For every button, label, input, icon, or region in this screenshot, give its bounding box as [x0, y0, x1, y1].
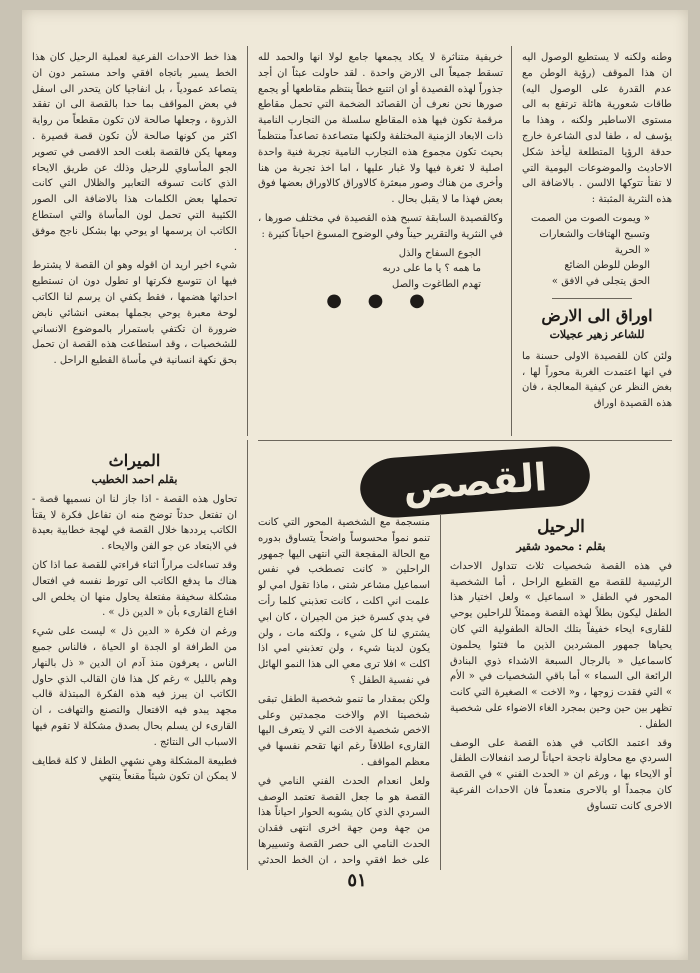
column-divider [440, 515, 441, 870]
article-mirath [32, 450, 237, 870]
article-title: الرحيل [537, 517, 585, 537]
article-byline: للشاعر زهير عجيلات [549, 328, 645, 341]
poem-line: الوطن للوطن الضائع [564, 260, 650, 272]
article-body: شيء اخير اريد ان اقوله وهو ان القصة لا يشترط فيها ان تتوسع فكرتها او تطول دون ان تستطيع احداثها هضمها ، فقط يكفي ان يرسم لنا الكاتب لوحة معبرة يوحي بجملها بمعنى انشائي نابض ضرورة ان تكتفي باستمرار بالموضوع الانساني للشخصيات ، وقد استطاعت هذه القصة ان تحمل بحق نكهة انسانية في مأساة القطيع الراحل . [32, 260, 237, 367]
separator-dots: ● ● ● [326, 289, 435, 311]
section-divider [258, 440, 672, 441]
divider [552, 298, 632, 299]
article-body: خريفية متناثرة لا يكاد يجمعها جامع لولا انها والحمد لله تسقط جميعاً الى الارض واحدة . لقد حاولت عبثاً ان أجد جذوراً لهذه القصيدة أو ان اتتبع خطاً ينتظم مقاطعها أو يجمع صورها نحن نعرف أن القصائد الضخمة التي تحمل مقاطع مرقمة تكون فيها هذه المقاطع سلسلة من التجارب النامية ذات الابعاد الزمنية المختلفة ولكنها متصاعدة تصاعداً منتظماً بحيث تكون مجموع هذه التجارب النامية تجربة فنية واحدة اصلية لا ثغرة فيها ولا غبار عليها ، اما اخذ تجربة من هنا وأخرى من هناك وصور مبعثرة كالاوراق كالاوراق بعضها فوق بعض فهذا ما لا يقبل بحال . [258, 52, 503, 206]
poem-line: وتسبح الهتافات والشعارات [539, 228, 650, 240]
column-divider [511, 46, 512, 436]
article-body: وقد اعتمد الكاتب في هذه القصة على الوصف السردي مع محاولة ناجحة احياناً لرصد انفعالات الطفل أو الايحاء بها ، ورغم ان « الحدث الفني » في القصة كان مجمداً او بالاحرى منعدماً فان الاحداث الفرعية الاخرى كانت تتساوق [450, 737, 672, 812]
article-body: في هذه القصة شخصيات ثلاث تتداول الاحداث الرئيسية للقصة مع القطيع الراحل ، أما الشخصية المحور في الطفل « اسماعيل » ولعل اختيار هذا الطفل ليكون بطلاً لهذه القصة وممثلاً للراحلين يوحي للقارىء ايحاء خفيفاً بتلك الحالة الطفولية التي كان يحياها جمهور المشردين الذين ما فتئوا يحلمون كاسماعيل « بالرجال السبعة الاشداء ذوي البنادق الرائعة الى السماء » أما باقي الشخصيات في « الأم » التي فقدت زوجها ، و« الاخت » الصغيرة التي كانت تظهر بين حين وحين بمجرد الغاء الاضواء على شخصية الطفل . [450, 560, 672, 730]
poem-line: « الحرية [614, 244, 650, 256]
column-top-middle [258, 50, 503, 435]
article-body: فطبيعة المشكلة وهي نشهي الطفل لا كلة قطايف لا يمكن ان تكون شيئاً مقنعاً ينتهي [32, 755, 237, 783]
poem-line: الجوع السفاح والذل [398, 247, 481, 259]
article-body: تحاول هذه القصة - اذا جاز لنا ان نسميها قصة - ان تفتعل حدثاً توضح منه ان تفاعل فكرة لا يقتأ الكاتب يرددها خلال القصة في لهجة خطابية بعيدة في الابتعاد عن جو الفن والايحاء . [32, 493, 237, 553]
article-rahil [450, 515, 672, 870]
article-awraq [522, 305, 672, 435]
article-body: وكالقصيدة السابقة تسبح هذه القصيدة في مختلف صورها ، في النثرية والتقرير حيناً وفي الوضوح المسوغ احياناً كثيرة : [258, 212, 503, 240]
poem-line: الحق يتجلى في الافق » [551, 276, 650, 288]
article-title: اوراق الى الارض [541, 306, 653, 325]
article-body: وقد تساءلت مراراً اثناء قراءتي للقصة عما اذا كان هناك ما يدفع الكاتب الى تورط نفسه في افتعال مشكلة سخيفة مفتعلة يحاول منها ان يخلص الى اقناع القارىء بأن « الدين ذل » . [32, 559, 237, 619]
section-banner [358, 444, 592, 520]
intro-text: وطنه ولكنه لا يستطيع الوصول اليه ان هذا الموقف (رؤية الوطن مع عدم القدرة على الوصول اليه) طاقات شعورية هائلة ترتفع به الى مستوى الاساطير ولكنه ، وهذا ما يؤسف له ، طفا لدى الشاعرة خارج حدقة الرؤيا المتطلعة ليأخذ شكل الاحاديث والموضوعات اليومية التي لا تفتأ تتوكها الالسن . بالاضافة الى هذه النثرية المثبتة : [522, 52, 672, 206]
column-bottom-middle [258, 515, 430, 870]
article-title: الميراث [108, 451, 161, 470]
poem-line: تهدم الطاغوت والصل [392, 279, 481, 291]
column-divider [247, 440, 248, 870]
magazine-page [22, 10, 688, 960]
column-top-left [32, 50, 237, 435]
poem-excerpt [258, 246, 503, 293]
poem-line: « ويموت الصوت من الصمت [531, 212, 650, 224]
page-number: ٥١ [347, 870, 367, 891]
poem-excerpt [522, 211, 672, 290]
article-body: ولعل انعدام الحدث الفني النامي في القصة هو ما جعل القصة تعتمد الوصف السردي الذي كان يشوبه الحوار احياناً هذا من جهة ومن جهة اخرى انتهى فقدان الحدث النامي الى حصر القصة وتسييرها على خط افقي واحد ، ان الخط الحدثي [258, 775, 430, 866]
article-body: منسجمة مع الشخصية المحور التي كانت تنمو نمواً محسوساً واضحاً يتساوق بدوره مع الحالة المفجعة التي انتهى اليها جمهور الراحلين « كانت تصطخب في نفس اسماعيل مشاعر شتى ، ماذا تقول امي لو علمت اني اكلت ، كانت تعذبني كلما رأت في يدي كسرة خبز من الجيران ، كان ابي يشتري لنا كل شيء ، ولكنه مات ، ولن يكون لدينا شيء ، ولن تعذبني امي اذا اكلت » افلا ترى معي الى هذا النمو الهائل في نفسية الطفل ؟ [258, 517, 430, 686]
article-byline: بقلم : محمود شقير [516, 540, 606, 553]
article-body: ولكن بمقدار ما تنمو شخصية الطفل تبقى شخصيتا الام والاخت مجمدتين وعلى الاخص شخصية الاخت التي لا يتعرف اليها القارىء اطلاقاً رغم انها تقحم نفسها في معظم المواقف . [258, 693, 430, 768]
column-top-right [522, 50, 672, 315]
article-body: ولئن كان للقصيدة الاولى حسنة ما في انها اعتمدت الغربة محوراً لها ، بغض النظر عن كيفية المعالجة ، فان هذه القصيدة اوراق [522, 350, 672, 410]
article-body: هذا خط الاحداث الفرعية لعملية الرحيل كان هذا الخط يسير باتجاه افقي واحد مستمر دون ان يتصاعد عمودياً ، بل انفاجيا كان يتحدر الى اسفل في بعض المواقف بما حدا بالقصة الى ان تفقد الذروة ، وجعلها صالحة لان تكون مقطعاً من رواية اكثر من كونها صالحة لأن تكون قصة قصيرة . ومعها يكن فالقصة بلغت الحد الاقصى في تصوير الجو المأساوي للرحيل وذلك عن طريق الايحاء الذي كانت تسوقه التعابير والظلال التي كانت تحملها بعض الكلمات هذا بالاضافة الى الصور الكئيبة التي تحمل لون المأساة والتي استطاع الكاتب ان يرسمها او يوحي بها بشكل ناجح موفق . [32, 52, 237, 253]
poem-line: ما همه ؟ يا ما على دربه [382, 263, 481, 275]
article-byline: بقلم احمد الخطيب [91, 473, 178, 486]
banner-title: القصص [401, 455, 549, 509]
column-divider [247, 46, 248, 436]
article-body: ورغم ان فكرة « الدين ذل » ليست على شيء من الطرافة او الجدة او الحياة ، فالناس جميع الناس ، يعرفون منذ آدم ان الدين « ذل بالنهار وهم بالليل » رغم كل هذا فان القالب الذي حاول الكاتب ان يبرز فيه هذه الفكرة المبتذلة قالب مجهد يبدو فيه الافتعال والتصنع والتهافت ، ان القارىء لن يسلم بحال بصدق مشكلة لا تقوم فيها الاسباب الى النتائج . [32, 626, 237, 748]
